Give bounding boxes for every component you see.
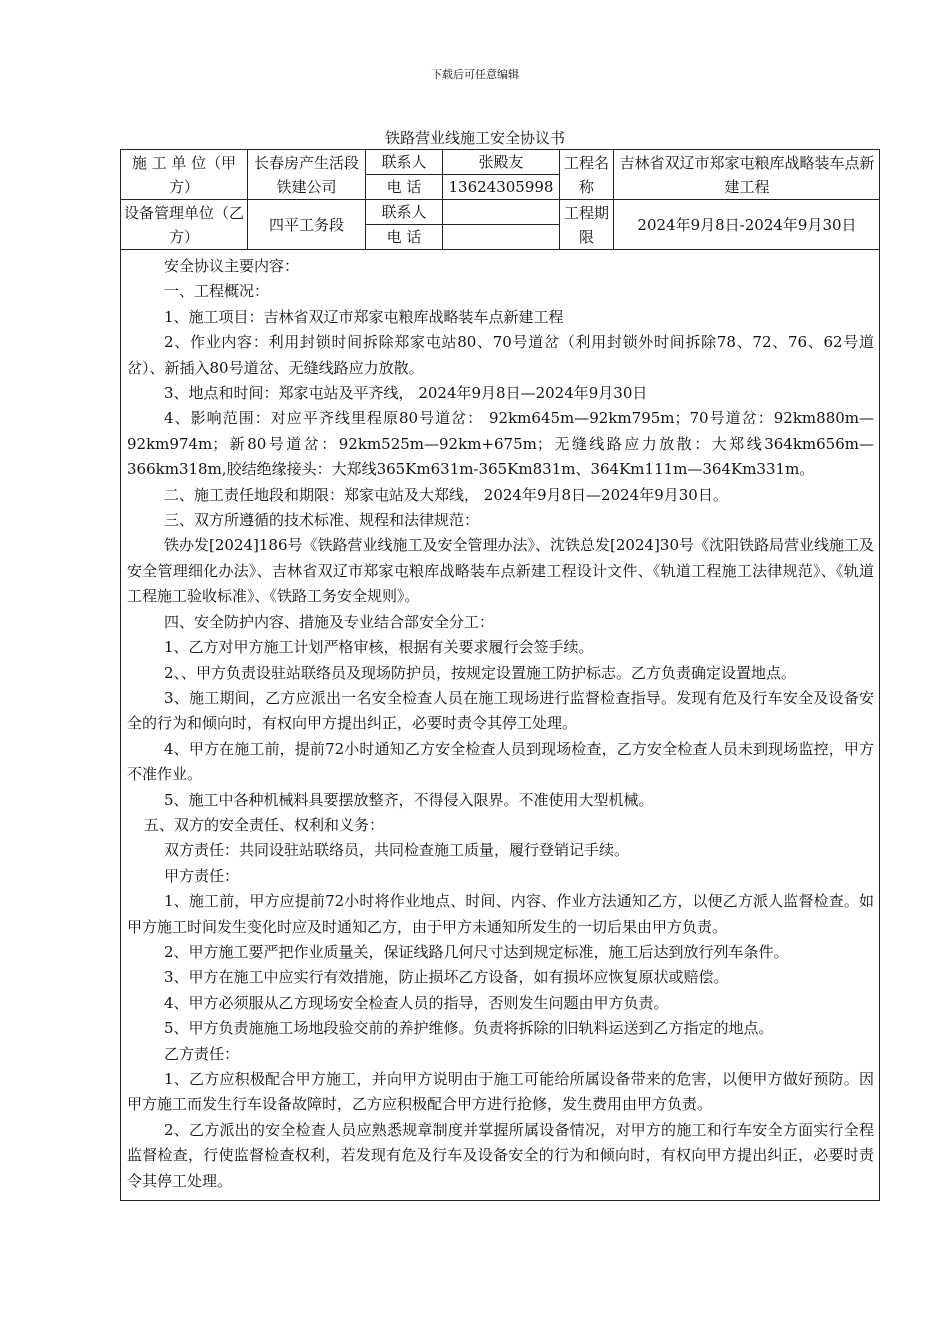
project-period: 2024年9月8日-2024年9月30日 bbox=[614, 200, 881, 250]
paragraph: 1、乙方对甲方施工计划严格审核，根据有关要求履行会签手续。 bbox=[164, 638, 594, 657]
paragraph: 5、甲方负责施施工场地段验交前的养护维修。负责将拆除的旧轨料运送到乙方指定的地点。 bbox=[164, 1019, 774, 1038]
document-title: 铁路营业线施工安全协议书 bbox=[384, 129, 565, 147]
info-table bbox=[120, 149, 880, 250]
paragraph: 双方责任：共同设驻站联络员，共同检查施工质量，履行登销记手续。 bbox=[164, 841, 630, 860]
paragraph: 4、影响范围：对应平齐线里程原80号道岔： 92km645m—92km795m；70号道岔：92km880m—92km974m；新80号道岔：92km525m—92km+675m；无缝线路应力放散：大郑线364km656m—366km318m,胶结绝缘接头：大郑线365Km631m-365Km831m、364Km111m—364Km331m。 bbox=[127, 409, 874, 479]
paragraph: 四、安全防护内容、措施及专业结合部安全分工： bbox=[164, 612, 495, 631]
party-a-contact: 张殿友 bbox=[443, 150, 560, 175]
party-b-contact-label: 联系人 bbox=[366, 200, 443, 225]
paragraph: 3、地点和时间：郑家屯站及平齐线， 2024年9月8日—2024年9月30日 bbox=[164, 384, 648, 403]
agreement-body bbox=[121, 250, 879, 1194]
paragraph: 2、作业内容：利用封锁时间拆除郑家屯站80、70号道岔（利用封锁外时间拆除78、72、76、62号道岔）、新插入80号道岔、无缝线路应力放散。 bbox=[127, 333, 874, 377]
paragraph: 4、甲方在施工前，提前72小时通知乙方安全检查人员到现场检查，乙方安全检查人员未到现场监控，甲方不准作业。 bbox=[127, 739, 874, 784]
paragraph: 1、施工前，甲方应提前72小时将作业地点、时间、内容、作业方法通知乙方，以便乙方派人监督检查。如甲方施工时间发生变化时应及时通知乙方，由于甲方未通知所发生的一切后果由甲方负责。 bbox=[127, 892, 874, 936]
paragraph: 2、甲方施工要严把作业质量关，保证线路几何尺寸达到规定标准，施工后达到放行列车条件。 bbox=[164, 942, 789, 961]
paragraph: 安全协议主要内容： bbox=[164, 257, 300, 275]
paragraph: 甲方责任： bbox=[164, 866, 240, 885]
party-a-contact-label: 联系人 bbox=[366, 150, 443, 175]
paragraph: 3、施工期间，乙方应派出一名安全检查人员在施工现场进行监督检查指导。发现有危及行车安全及设备安全的行为和倾向时，有权向甲方提出纠正，必要时责令其停工处理。 bbox=[127, 688, 874, 733]
party-b-name: 四平工务段 bbox=[248, 200, 366, 250]
paragraph: 1、施工项目：吉林省双辽市郑家屯粮库战略装车点新建工程 bbox=[164, 307, 564, 326]
paragraph: 4、甲方必须服从乙方现场安全检查人员的指导，否则发生问题由甲方负责。 bbox=[164, 993, 669, 1012]
party-b-label: 设备管理单位（乙方） bbox=[121, 200, 248, 250]
paragraph: 五、双方的安全责任、权利和义务： bbox=[144, 815, 385, 834]
paragraph: 2、乙方派出的安全检查人员应熟悉规章制度并掌握所属设备情况，对甲方的施工和行车安全方面实行全程监督检查，行使监督检查权利，若发现有危及行车及设备安全的行为和倾向时，有权向甲方提出纠正，必要时责令其停工处理。 bbox=[127, 1120, 874, 1190]
party-b-phone-label: 电 话 bbox=[366, 225, 443, 250]
party-a-label: 施 工 单 位（甲方） bbox=[121, 150, 248, 200]
paragraph: 铁办发[2024]186号《铁路营业线施工及安全管理办法》、沈铁总发[2024]30号《沈阳铁路局营业线施工及安全管理细化办法》、吉林省双辽市郑家屯粮库战略装车点新建工程设计文件、《轨道工程施工法律规范》、《轨道工程施工验收标准》、《铁路工务安全规则》。 bbox=[127, 536, 874, 606]
paragraph: 3、甲方在施工中应实行有效措施，防止损坏乙方设备，如有损坏应恢复原状或赔偿。 bbox=[164, 968, 729, 987]
project-name: 吉林省双辽市郑家屯粮库战略装车点新建工程 bbox=[614, 150, 881, 200]
party-a-phone: 13624305998 bbox=[443, 175, 560, 200]
party-a-name: 长春房产生活段铁建公司 bbox=[248, 150, 366, 200]
party-b-contact bbox=[443, 200, 560, 225]
paragraph: 二、施工责任地段和期限：郑家屯站及大郑线， 2024年9月8日—2024年9月30日。 bbox=[164, 485, 728, 504]
paragraph: 一、工程概况： bbox=[164, 282, 270, 301]
agreement-frame bbox=[120, 149, 880, 1201]
party-b-phone bbox=[443, 225, 560, 250]
project-name-label: 工程名称 bbox=[560, 150, 614, 200]
paragraph: 2、、甲方负责设驻站联络员及现场防护员，按规定设置施工防护标志。乙方负责确定设置地点。 bbox=[164, 663, 797, 682]
period-label: 工程期限 bbox=[560, 200, 614, 250]
party-a-phone-label: 电 话 bbox=[366, 175, 443, 200]
header-note: 下载后可任意编辑 bbox=[431, 68, 519, 81]
paragraph: 1、乙方应积极配合甲方施工，并向甲方说明由于施工可能给所属设备带来的危害，以便甲方做好预防。因甲方施工而发生行车设备故障时，乙方应积极配合甲方进行抢修，发生费用由甲方负责。 bbox=[127, 1070, 874, 1114]
paragraph: 三、双方所遵循的技术标准、规程和法律规范： bbox=[164, 511, 480, 530]
paragraph: 5、施工中各种机械料具要摆放整齐，不得侵入限界。不准使用大型机械。 bbox=[164, 790, 654, 809]
paragraph: 乙方责任： bbox=[164, 1044, 240, 1063]
